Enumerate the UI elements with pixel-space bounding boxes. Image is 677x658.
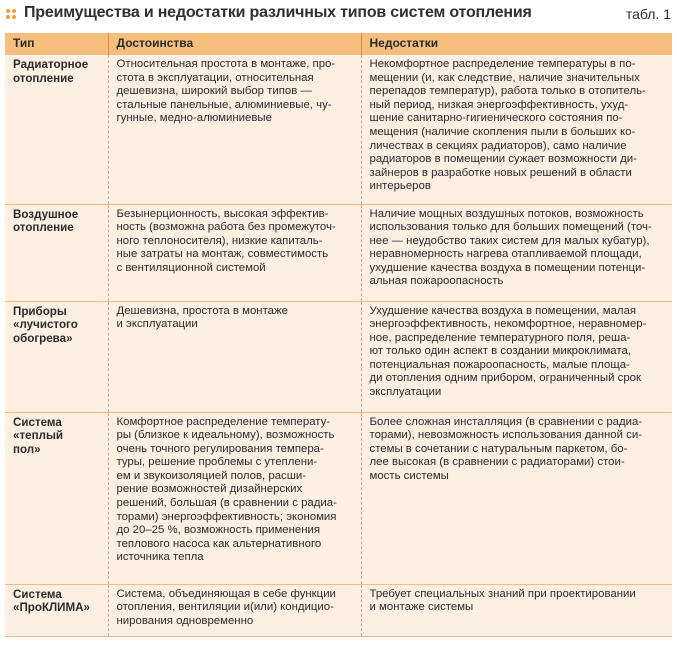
cell-cons: Некомфортное распределение температуры в по- мещении (и, как следствие, наличие значительных перепадов температур), работа только в отопитель- ный период, низкая энергоэффективность, ухуд- шение санитарно-гигиенического состояния по- мещения (наличие скопления пыли в больших ко- личествах в секциях радиаторов), само наличие радиаторов в помещении сужает возможности ди- зайнеров в разработке новых решений в области интерьеров xyxy=(361,55,672,204)
table-title: Преимущества и недостатки различных типов систем отопления xyxy=(24,4,532,21)
table-row xyxy=(5,204,672,301)
table-row xyxy=(5,412,672,584)
cell-pros: Система, объединяющая в себе функции отопления, вентиляции и(или) кондицио- нирования одновременно xyxy=(108,584,361,636)
cell-type: Система «теплый пол» xyxy=(5,412,108,584)
table-row xyxy=(5,301,672,412)
cell-type: Воздушное отопление xyxy=(5,204,108,301)
cell-cons: Наличие мощных воздушных потоков, возможность использования только для больших помещений (точ- нее — неудобство таких систем для малых кубатур), неравномерность нагрева отапливаемой площади, ухудшение качества воздуха в помещении потенци- альная пожароопасность xyxy=(361,204,672,301)
cell-cons: Более сложная инсталляция (в сравнении с радиа- торами), невозможность использования данной си- стемы в сочетании с натуральным паркетом, бо- лее высокая (в сравнении с радиаторами) стои- мость системы xyxy=(361,412,672,584)
column-header-cons: Недостатки xyxy=(361,33,672,55)
cell-pros: Относительная простота в монтаже, про- стота в эксплуатации, относительная дешевизна, широкий выбор типов — стальные панельные, алюминиевые, чу- гунные, медно-алюминиевые xyxy=(108,55,361,204)
column-header-type: Тип xyxy=(5,33,108,55)
table-row xyxy=(5,584,672,636)
cell-pros: Комфортное распределение температу- ры (близкое к идеальному), возможность очень точного регулирования темпера- туры, решение проблемы с утеплени- ем и звукоизоляцией полов, расши- рение возможностей дизайнерских решений, большая (в сравнении с радиа- торами) энергоэффективность; экономия до 20–25 %, возможность применения теплового насоса как альтернативного источника тепла xyxy=(108,412,361,584)
comparison-table xyxy=(5,33,672,637)
column-header-pros: Достоинства xyxy=(108,33,361,55)
bullet-dots-icon xyxy=(6,9,16,19)
table-header xyxy=(0,0,677,30)
table-header-row xyxy=(5,33,672,55)
cell-pros: Безынерционность, высокая эффектив- ность (возможна работа без промежуточ- ного теплоносителя), низкие капиталь- ные затраты на монтаж, совместимость с вентиляционной системой xyxy=(108,204,361,301)
cell-cons: Ухудшение качества воздуха в помещении, малая энергоэффективность, некомфортное, неравномер- ное, распределение температурного поля, решa- ют только один аспект в создании микроклимата, потенциальная пожароопасность, малые площа- ди отопления одним прибором, ограниченный срок эксплуатации xyxy=(361,301,672,412)
cell-type: Приборы «лучистого обогрева» xyxy=(5,301,108,412)
table-row xyxy=(5,55,672,204)
cell-pros: Дешевизна, простота в монтаже и эксплуатации xyxy=(108,301,361,412)
table-number-label: табл. 1 xyxy=(625,6,671,22)
cell-type: Радиаторное отопление xyxy=(5,55,108,204)
cell-type: Система «ПроКЛИМА» xyxy=(5,584,108,636)
cell-cons: Требует специальных знаний при проектировании и монтаже системы xyxy=(361,584,672,636)
